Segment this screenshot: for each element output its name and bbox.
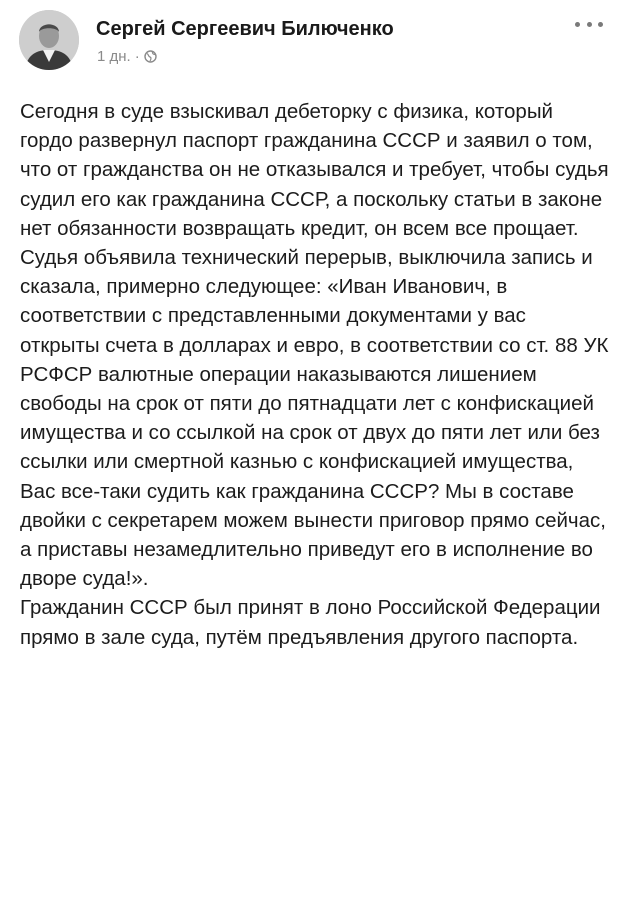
post-paragraph: Сегодня в суде взыскивал дебеторку с физика, который гордо развернул паспорт гражданина СССР и заявил о том, что от гражданства он не отказывался и требует, чтобы судья судил его как гражданина СССР, а поскольку статьи в законе нет обязанности возвращать кредит, он всем все прощает. (20, 100, 609, 240)
meta-separator: · (134, 48, 140, 65)
post-time[interactable]: 1 дн. (97, 48, 131, 65)
post-body (20, 97, 610, 652)
post-header (19, 10, 609, 74)
dot (598, 22, 603, 27)
more-dots-icon[interactable] (575, 16, 603, 32)
dot (587, 22, 592, 27)
post-paragraph: Судья объявила технический перерыв, выключила запись и сказала, примерно следующее: «Иван Иванович, в соответствии с представленными документами у вас открыты счета в долларах и евро, в соответствии со ст. 88 УК РСФСР валютные операции наказываются лишением свободы на срок от пяти до пятнадцати лет с конфискацией имущества и со ссылкой на срок от двух до пяти лет или без ссылки или смертной казнью с конфискацией имущества, Вас все-таки судить как гражданина СССР? Мы в составе двойки с секретарем можем вынести приговор прямо сейчас, а приставы незамедлительно приведут его в исполнение во дворе суда!». (20, 246, 609, 591)
post-paragraph: Гражданин СССР был принят в лоно Российской Федерации прямо в зале суда, путём предъявления другого паспорта. (20, 596, 601, 649)
author-name[interactable]: Сергей Сергеевич Билюченко (96, 18, 394, 40)
avatar[interactable] (19, 10, 79, 70)
globe-icon (144, 50, 157, 63)
post-meta (97, 48, 157, 65)
avatar-photo (19, 10, 79, 70)
dot (575, 22, 580, 27)
